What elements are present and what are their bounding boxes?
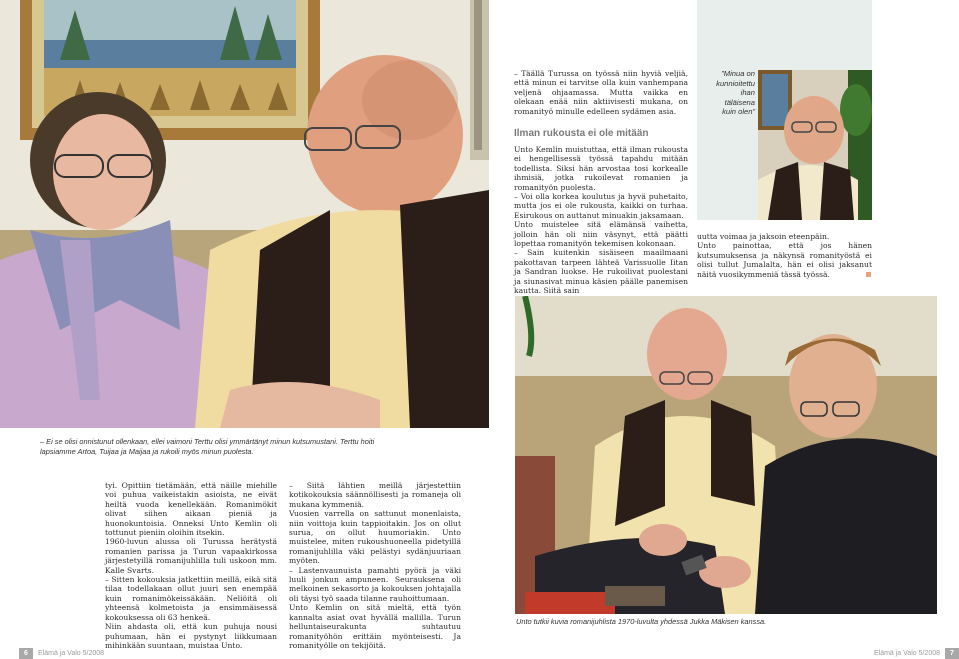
left-footer-label: Elämä ja Valo 5/2008: [38, 650, 105, 657]
pull-quote: ”Minua on kunnioitettu ihan täläisena kuin olen”: [716, 69, 755, 116]
bottom-left-paragraph-1: tyi. Opittiin tietämään, että näille miehille voi puhua vaikeistakin asioista, ne eivät heiltä vuoda kenellekään. Romanimökit olivat siihen aikaan pieniä ja huonokuntoisia. Onneksi Unto Kemlin oli tottunut pieniin oloihin itsekin.: [105, 481, 277, 538]
bottom-left-paragraph-3: – Sitten kokouksia jatkettiin meillä, eikä sitä tilaa todellakaan ollut juuri sen enempää kuin romanimökeissäkään. Neliöitä oli yhteensä kolmetoista ja ensimmäisessä kokouksessa oli 63 henkeä.: [105, 575, 277, 622]
bottom-middle-paragraph-1: – Siitä lähtien meillä järjestettiin kotikokouksia säännöllisesti ja romaneja oli mukana kymmeniä.: [289, 481, 461, 509]
intro-paragraph: – Täällä Turussa on työssä niin hyviä veljiä, että minun ei tarvitse olla kuin vanhempana veljenä ohjaamassa. Mutta vaikka en olekaan enää niin aktiivisesti mukana, on romanityö minulle edelleen sydämen asia.: [514, 69, 688, 116]
bottom-left-paragraph-2: 1960-luvun alussa oli Turussa herätystä romanien parissa ja Turun vapaakirkossa järjestetyillä romanijuhlilla tuli uskoon mm. Kalle Svarts.: [105, 537, 277, 575]
end-marker: [866, 272, 871, 277]
bottom-left-paragraph-4: Niin ahdasta oli, että kun puhuja nousi puhumaan, hän ei pystynyt liikkumaan mihinkään suuntaan, muistaa Unto.: [105, 622, 277, 650]
photos-viewing-photo: [515, 296, 937, 614]
right-photo-caption: Unto tutkii kuvia romanijuhlista 1970-luvulta yhdessä Jukka Mäkisen kanssa.: [516, 617, 767, 626]
left-page-number: 6: [19, 648, 33, 659]
couple-photo-art: [0, 0, 489, 428]
section-body: [514, 145, 688, 296]
bottom-middle-paragraph-4: Unto Kemlin on sitä mieltä, että työn kannalta asiat ovat hyvällä mallilla. Turun helluntaiseurakunta suhtautuu romanityöhön erittäin myönteisesti. Ja romanityölle on tekijöitä.: [289, 603, 461, 650]
portrait-photo: [758, 70, 872, 220]
intro-column: [514, 69, 688, 116]
section-paragraph-3: Unto muistelee sitä elämänsä vaihetta, jolloin hän oli niin väsynyt, että päätti lopettaa romanityön tekemisen kokonaan.: [514, 220, 688, 249]
section-heading: Ilman rukousta ei ole mitään: [514, 128, 649, 139]
left-photo-caption: – Ei se olisi onnistunut ollenkaan, ellei vaimoni Terttu olisi ymmärtänyt minun kutsumustani. Terttu hoiti lapsiamme Artoa, Tuijaa ja Maijaa ja rukoili myös minun puolesta.: [40, 437, 375, 456]
section-paragraph-4: – Sain kuitenkin sisäiseen maailmaani pakottavan tarpeen lähteä Varissuolle Iitan ja Sandran luokse. He rukoilivat puolestani ja siunasivat minua käsien päälle panemisen kautta. Siitä sain: [514, 248, 688, 296]
right-footer-label: Elämä ja Valo 5/2008: [873, 650, 940, 657]
right-paragraph-2: Unto painottaa, että jos hänen kutsumuksensa ja näkynsä romanityöstä ei olisi tullut Jumalalta, hän ei olisi jaksanut näitä vuosikymmeniä tässä työssä.: [697, 241, 872, 279]
right-page-number: 7: [945, 648, 959, 659]
bottom-middle-column: [289, 481, 461, 650]
bottom-middle-paragraph-3: – Lastenvaunuista pamahti pyörä ja väki luuli jonkun ampuneen. Seurauksena oli melkoinen sekasorto ja kokouksen johtajalla oli täysi työ saada tilanne rauhoittumaan.: [289, 565, 461, 603]
couple-photo: [0, 0, 489, 428]
photos-viewing-photo-art: [515, 296, 937, 614]
bottom-middle-paragraph-2: Vuosien varrella on sattunut monenlaista, niin voittoja kuin tappioitakin. Jos on ollut surua, on ollut huumoriakin. Unto muistelee, miten rukoushuoneella pidetyillä romanijuhlilla väki pelästyi sydänjuuriaan myöten.: [289, 509, 461, 566]
bottom-left-column: [105, 481, 277, 650]
right-column: [697, 232, 872, 279]
section-paragraph-2: – Voi olla korkea koulutus ja hyvä puhetaito, mutta jos ei ole rukousta, kaikki on turhaa. Esirukous on auttanut minuakin jaksamaan.: [514, 192, 688, 220]
section-paragraph-1: Unto Kemlin muistuttaa, että ilman rukousta ei hengellisessä työssä tapahdu mitään todellista. Siksi hän arvostaa tosi korkealle ihmisiä, jotka rukoilevat romanien ja romanityön puolesta.: [514, 145, 688, 192]
right-paragraph-1: uutta voimaa ja jaksoin eteenpäin.: [697, 232, 830, 241]
portrait-photo-art: [758, 70, 872, 220]
